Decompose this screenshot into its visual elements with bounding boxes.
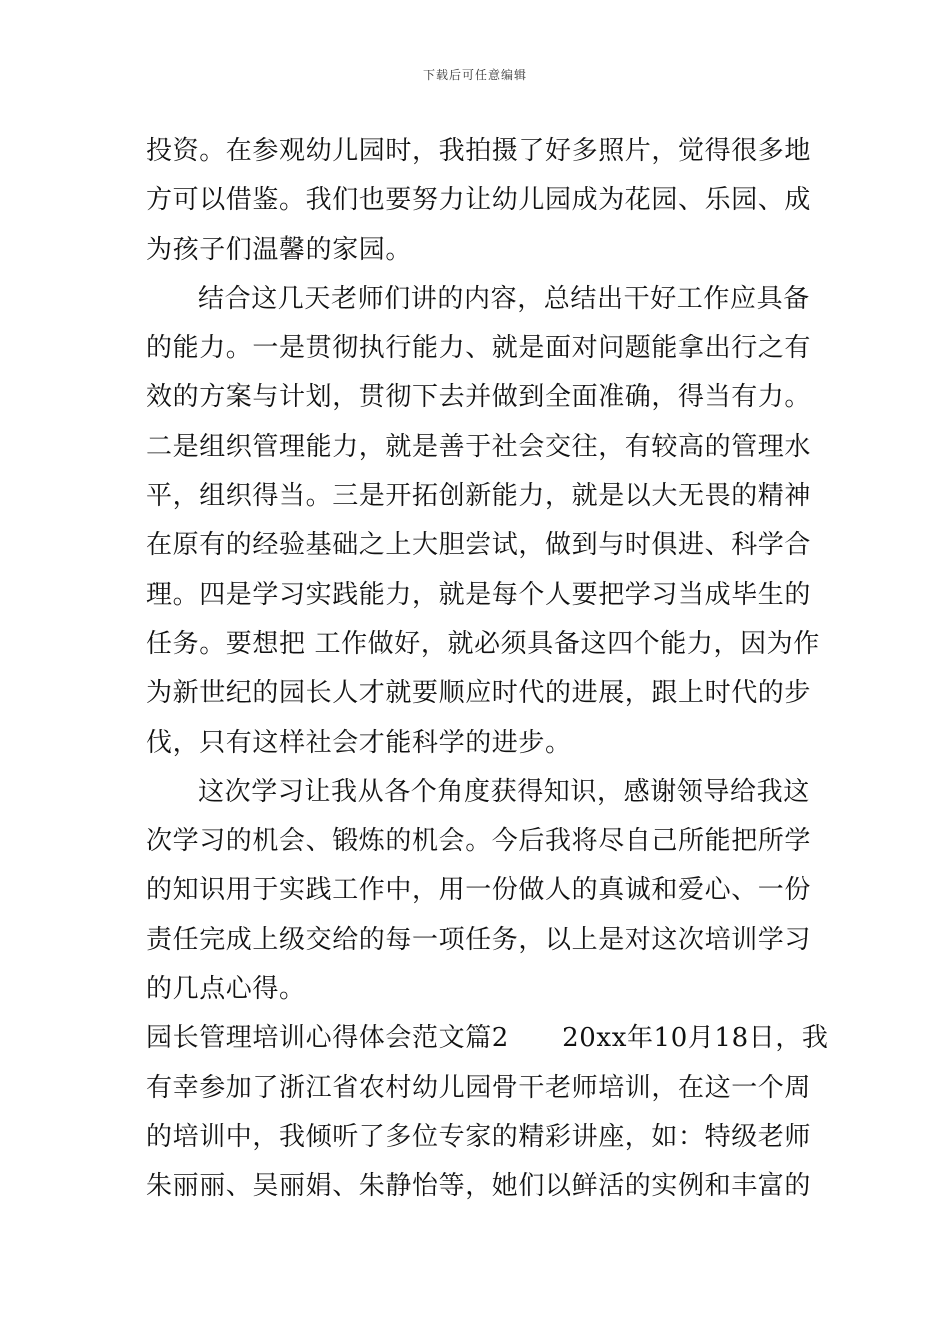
text-line: 投资。在参观幼儿园时，我拍摄了好多照片，觉得很多地 <box>146 136 812 166</box>
text-line: 二是组织管理能力，就是善于社会交往，有较高的管理水 <box>146 431 812 462</box>
text-line: 在原有的经验基础之上大胆尝试，做到与时俱进、科学合 <box>146 530 812 561</box>
text-line: 的知识用于实践工作中，用一份做人的真诚和爱心、一份 <box>146 875 812 906</box>
section-heading-line: 园长管理培训心得体会范文篇2 20xx年10月18日，我 <box>146 1023 829 1054</box>
text-line: 理。四是学习实践能力，就是每个人要把学习当成毕生的 <box>146 579 812 610</box>
text-line: 任务。要想把 工作做好，就必须具备这四个能力，因为作 <box>146 628 820 659</box>
body-text <box>146 127 829 1212</box>
text-line: 的能力。一是贯彻执行能力、就是面对问题能拿出行之有 <box>146 333 812 364</box>
text-line: 的几点心得。 <box>146 974 306 1005</box>
text-line: 平，组织得当。三是开拓创新能力，就是以大无畏的精神 <box>146 481 812 512</box>
text-line: 有幸参加了浙江省农村幼儿园骨干老师培训，在这一个周 <box>146 1072 812 1103</box>
text-line: 方可以借鉴。我们也要努力让幼儿园成为花园、乐园、成 <box>146 185 812 216</box>
paragraph-first-line: 结合这几天老师们讲的内容，总结出干好工作应具备 <box>198 283 810 314</box>
text-line: 责任完成上级交给的每一项任务，以上是对这次培训学习 <box>146 924 812 955</box>
paragraph-first-line: 这次学习让我从各个角度获得知识，感谢领导给我这 <box>198 776 810 807</box>
text-line: 为孩子们温馨的家园。 <box>146 234 413 265</box>
text-line: 朱丽丽、吴丽娟、朱静怡等，她们以鲜活的实例和丰富的 <box>146 1171 812 1202</box>
text-line: 伐，只有这样社会才能科学的进步。 <box>146 727 572 758</box>
text-line: 的培训中，我倾听了多位专家的精彩讲座，如：特级老师 <box>146 1121 812 1152</box>
text-line: 为新世纪的园长人才就要顺应时代的进展，跟上时代的步 <box>146 678 812 709</box>
text-line: 效的方案与计划，贯彻下去并做到全面准确，得当有力。 <box>146 382 812 413</box>
text-line: 次学习的机会、锻炼的机会。今后我将尽自己所能把所学 <box>146 826 812 857</box>
header-note: 下载后可任意编辑 <box>422 68 527 82</box>
